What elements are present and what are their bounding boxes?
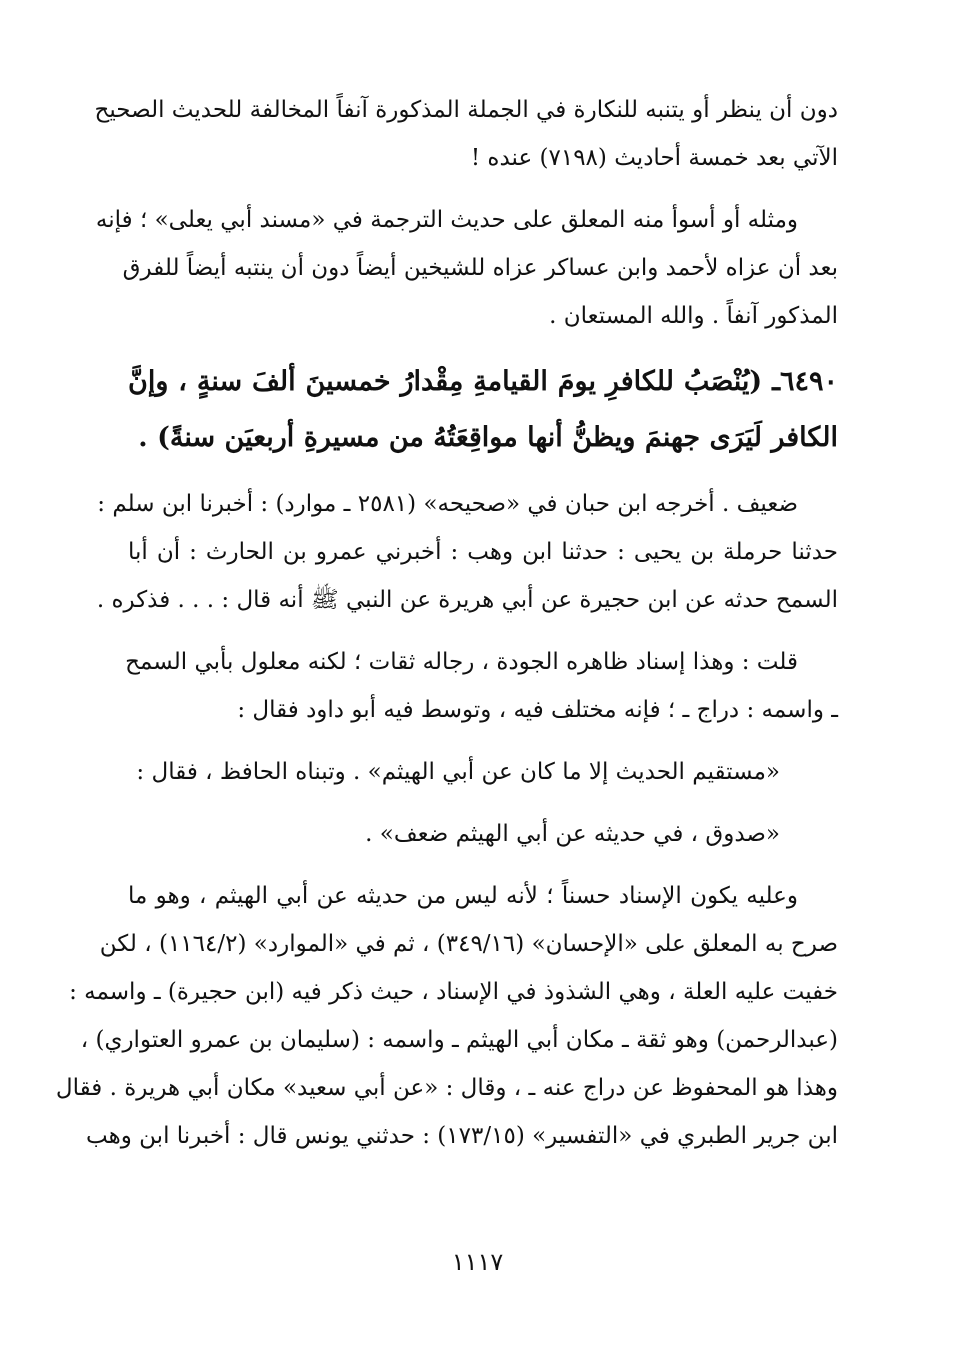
- quote-2: «صدوق ، في حديثه عن أبي الهيثم ضعف» .: [365, 821, 780, 847]
- hadith-line: الكافر لَيَرَى جهنمَ ويظنُّ أنها مواقِعَتُهُ من مسيرةِ أربعيَن سنةً) .: [138, 422, 838, 453]
- text-line: ضعيف . أخرجه ابن حبان في «صحيحه» (٢٥٨١ ـ موارد) : أخبرنا ابن سلم :: [97, 491, 798, 517]
- quote-1: «مستقيم الحديث إلا ما كان عن أبي الهيثم» . وتبناه الحافظ ، فقال :: [136, 759, 780, 785]
- text-line: وهذا هو المحفوظ عن دراج عنه ـ ، وقال : «عن أبي سعيد» مكان أبي هريرة . فقال: [55, 1075, 838, 1101]
- text-line: صرح به المعلق على «الإحسان» (٣٤٩/١٦) ، ثم في «الموارد» (١١٦٤/٢) ، لكن: [99, 931, 838, 957]
- text-line: ابن جرير الطبري في «التفسير» (١٧٣/١٥) : حدثني يونس قال : أخبرنا ابن وهب: [86, 1123, 838, 1149]
- text-line: وعليه يكون الإسناد حسناً ؛ لأنه ليس من حديثه عن أبي الهيثم ، وهو ما: [128, 883, 798, 909]
- paragraph-1: [94, 86, 838, 182]
- hadith-text: [128, 354, 838, 466]
- text-line: خفيت عليه العلة ، وهي الشذوذ في الإسناد ، حيث ذكر فيه (ابن حجيرة) ـ واسمه :: [69, 979, 838, 1005]
- paragraph-2: [95, 196, 838, 340]
- page-content: [55, 86, 838, 1160]
- text-line: دون أن ينظر أو يتنبه للنكارة في الجملة المذكورة آنفاً المخالفة للحديث الصحيح: [94, 97, 838, 123]
- text-line: ومثله أو أسوأ منه المعلق على حديث الترجمة في «مسند أبي يعلى» ؛ فإنه: [95, 207, 798, 233]
- text-line: بعد أن عزاه لأحمد وابن عساكر عزاه للشيخين أيضاً دون أن ينتبه أيضاً للفرق: [122, 255, 838, 281]
- text-line: ـ واسمه : دراج ـ ؛ فإنه مختلف فيه ، وتوسط فيه أبو داود فقال :: [237, 697, 838, 723]
- paragraph-5: [55, 872, 838, 1160]
- text-line: الآتي بعد خمسة أحاديث (٧١٩٨) عنده !: [470, 145, 838, 171]
- hadith-line: ٦٤٩٠ـ (يُنْصَبُ للكافرِ يومَ القيامةِ مِقْدارُ خمسينَ ألفَ سنةٍ ، وإنَّ: [128, 366, 838, 397]
- page-number: ١١١٧: [451, 1248, 504, 1276]
- text-line: (عبدالرحمن) وهو ثقة ـ مكان أبي الهيثم ـ واسمه : (سليمان بن عمرو العتواري) ،: [80, 1027, 838, 1053]
- text-line: السمح حدثه عن ابن حجيرة عن أبي هريرة عن النبي ﷺ أنه قال : . . . فذكره .: [96, 587, 838, 613]
- paragraph-3: [96, 480, 838, 624]
- text-line: قلت : وهذا إسناد ظاهره الجودة ، رجاله ثقات ؛ لكنه معلول بأبي السمح: [125, 649, 798, 675]
- paragraph-4: [125, 638, 838, 734]
- text-line: المذكور آنفاً . والله المستعان .: [549, 303, 838, 329]
- text-line: حدثنا حرملة بن يحيى : حدثنا ابن وهب : أخبرني عمرو بن الحارث : أن أبا: [128, 539, 838, 565]
